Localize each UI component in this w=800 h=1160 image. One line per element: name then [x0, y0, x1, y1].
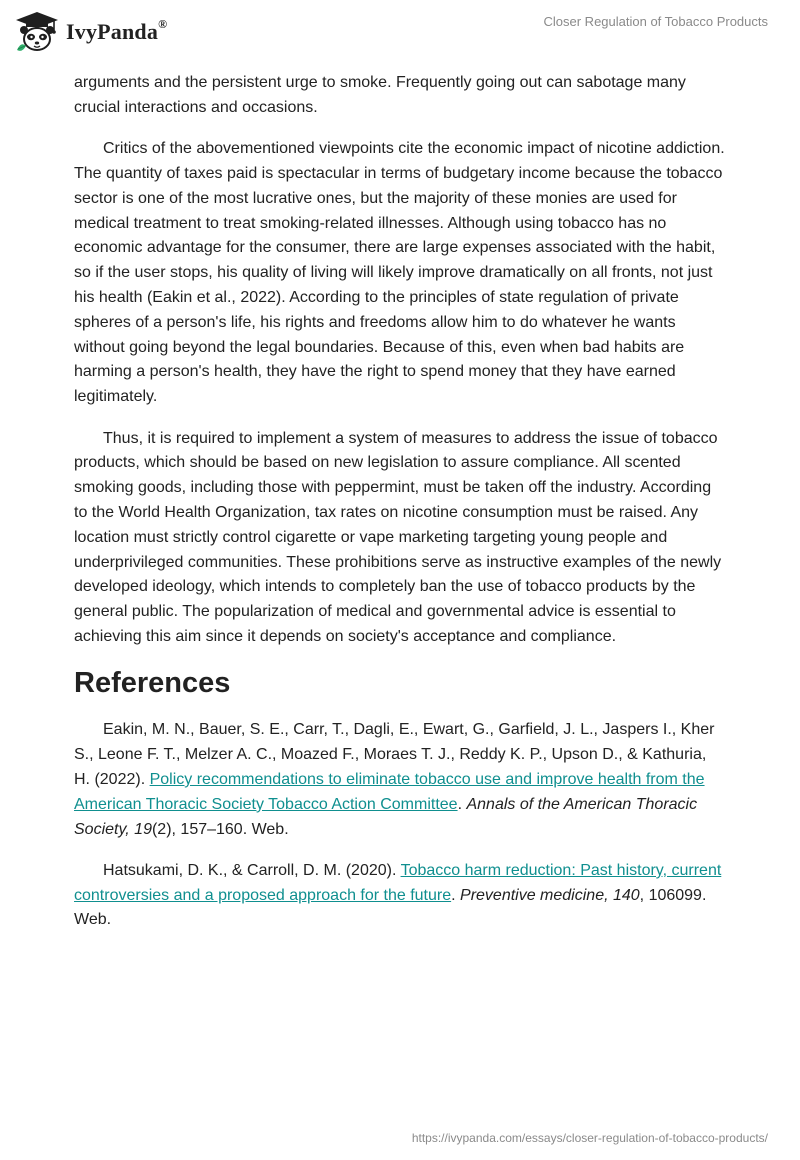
registered-mark: ®	[158, 17, 168, 31]
essay-content	[74, 71, 726, 950]
references-heading: References	[74, 667, 231, 700]
logo-text: IvyPanda®	[66, 17, 168, 44]
reference-details: (2), 157–160. Web.	[151, 820, 289, 838]
reference-journal: Preventive medicine, 140	[460, 886, 640, 904]
paragraph-conclusion: Thus, it is required to implement a system of measures to address the issue of tobacco products, which should be based on new legislation to assure compliance. All scented smoking goods, including those with peppermint, must be taken off the industry. According to the World Health Organization, tax rates on nicotine consumption must be raised. Any location must strictly control cigarette or vape marketing targeting young people and underprivileged communities. These prohibitions serve as instructive examples of the newly developed ideology, which intends to completely ban the use of tobacco products by the general public. The popularization of medical and governmental advice is essential to achieving this aim since it depends on society's acceptance and compliance.	[74, 429, 722, 645]
reference-entry-eakin	[74, 718, 726, 842]
reference-journal: Annals of the American Thoracic Society, 19	[74, 795, 698, 838]
page-url[interactable]: https://ivypanda.com/essays/closer-regulation-of-tobacco-products/	[411, 1131, 768, 1145]
panda-graduate-icon	[14, 10, 60, 54]
reference-entry-hatsukami	[74, 859, 726, 933]
page-header	[0, 0, 800, 64]
ivypanda-logo[interactable]	[14, 8, 167, 56]
paragraph-critics: Critics of the abovementioned viewpoints cite the economic impact of nicotine addiction. The quantity of taxes paid is spectacular in terms of budgetary income because the tobacco sector is one of the most lucrative ones, but the majority of these monies are used for medical treatment to treat smoking-related illnesses. Although using tobacco has no economic advantage for the consumer, there are large expenses associated with the habit, so if the user stops, his quality of living will likely improve dramatically on all fronts, not just his health (Eakin et al., 2022). According to the principles of state regulation of private spheres of a person's life, his rights and freedoms allow him to do whatever he wants without going beyond the legal boundaries. Because of this, even when bad habits are harming a person's health, they have the right to spend money that they have earned legitimately.	[74, 140, 725, 406]
reference-authors: Eakin, M. N., Bauer, S. E., Carr, T., Dagli, E., Ewart, G., Garfield, J. L., Jaspers I., Kher S., Leone F. T., Melzer A. C., Moazed F., Moraes T. J., Reddy K. P., Upson D., & Kathuria, H. (2022).	[74, 721, 715, 788]
reference-link-hatsukami[interactable]: Tobacco harm reduction: Past history, current controversies and a proposed approach for the future	[74, 861, 722, 904]
reference-punct: .	[451, 886, 461, 904]
reference-punct: .	[457, 795, 467, 813]
reference-authors: Hatsukami, D. K., & Carroll, D. M. (2020).	[103, 861, 401, 879]
reference-link-eakin[interactable]: Policy recommendations to eliminate tobacco use and improve health from the American Thoracic Society Tobacco Action Committee	[74, 770, 705, 813]
paragraph-continued: arguments and the persistent urge to smoke. Frequently going out can sabotage many crucial interactions and occasions.	[74, 74, 686, 116]
reference-details: , 106099. Web.	[74, 886, 707, 929]
document-title: Closer Regulation of Tobacco Products	[543, 14, 768, 29]
